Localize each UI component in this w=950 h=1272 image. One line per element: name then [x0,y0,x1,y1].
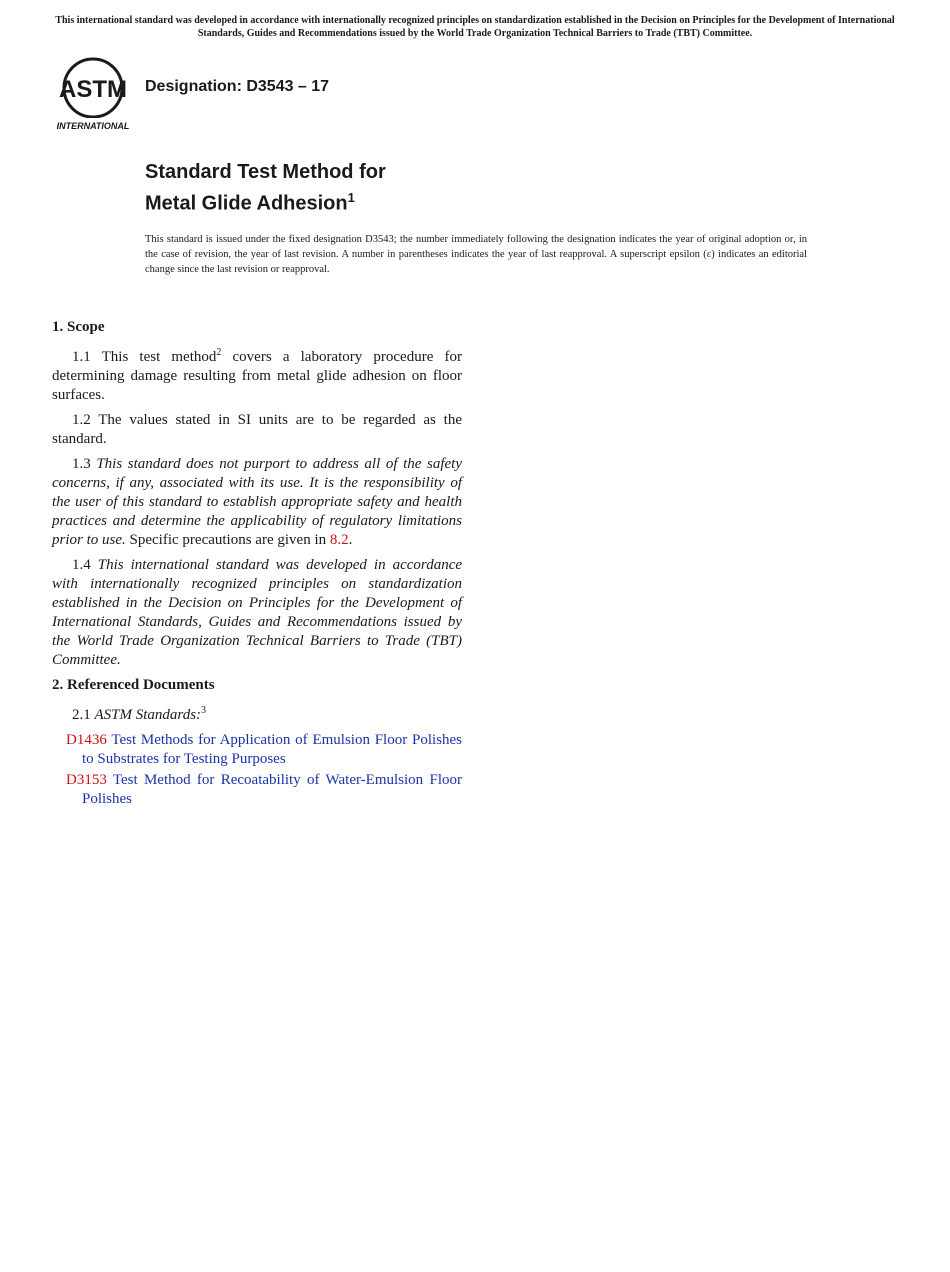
para-1-3-italic: This standard does not purport to address all of the safety concerns, if any, associated with its use. It is the responsibility of the user of this standard to establish appropriate safety and health practices and determine the applicability of regulatory limitations prior to use. [52,456,463,548]
para-2-1-num: 2.1 [72,707,95,723]
para-1-1-text: covers a laboratory procedure for determining damage resulting from metal glide adhesion on floor surfaces. [52,349,462,403]
ref-d1436-title[interactable]: Test Methods for Application of Emulsion Floor Polishes to Substrates for Testing Purposes [82,732,462,767]
logo-caption: INTERNATIONAL [56,121,130,131]
astm-logo [52,56,134,132]
left-column [52,318,462,811]
ref-d3153-title[interactable]: Test Method for Recoatability of Water-Emulsion Floor Polishes [82,772,462,807]
tbt-notice: This international standard was developed in accordance with internationally recognized principles on standardization established in the Decision on Principles for the Development of International Standards, Guides and Recommendations issued by the World Trade Organization Technical Barriers to Trade (TBT) Committee. [55,15,895,39]
title-line-2 [145,185,386,217]
title-footnote-mark: 1 [347,190,355,205]
document-title [145,160,386,217]
ref-d1436[interactable] [66,731,462,769]
designation: Designation: D3543 – 17 [145,78,330,95]
para-1-4 [52,556,462,670]
para-1-1 [52,343,462,405]
issuance-paragraph: This standard is issued under the fixed designation D3543; the number immediately following the designation indicates the year of original adoption or, in the case of revision, the year of last revision. A number in parentheses indicates the year of last reapproval. A superscript epsilon (ε) indicates an editorial change since the last revision or reapproval. [145,234,807,275]
section-2-heading: 2. Referenced Documents [52,677,215,693]
svg-text:ASTM: ASTM [59,76,127,103]
title-line-2-text: Metal Glide Adhesion [145,192,348,215]
para-2-1-italic: ASTM Standards: [94,707,202,723]
para-1-3-num: 1.3 [72,456,97,472]
para-2-1 [52,701,462,725]
para-1-3 [52,455,462,550]
ref-d3153-code[interactable]: D3153 [66,772,107,788]
link-section-8-2[interactable]: 8.2 [329,532,349,548]
para-1-4-num: 1.4 [72,557,98,573]
ref-d3153[interactable] [66,771,462,809]
para-1-3-end: . [348,532,353,548]
para-1-4-italic: This international standard was developed in accordance with internationally recognized principles on standardization established in the Decision on Principles for the Development of International Standards, Guides and Recommendations issued by the World Trade Organization Technical Barriers to Trade (TBT) Committee. [52,557,463,668]
para-1-3-text: Specific precautions are given in [125,532,330,548]
title-line-1: Standard Test Method for [145,161,386,183]
ref-d1436-code[interactable]: D1436 [66,732,107,748]
para-1-1-lead: 1.1 This test method [72,349,217,365]
section-1-heading: 1. Scope [52,319,105,335]
footnote-ref-2: 2 [216,347,222,358]
para-1-2: 1.2 The values stated in SI units are to be regarded as the standard. [52,412,462,447]
footnote-ref-3: 3 [201,705,207,716]
